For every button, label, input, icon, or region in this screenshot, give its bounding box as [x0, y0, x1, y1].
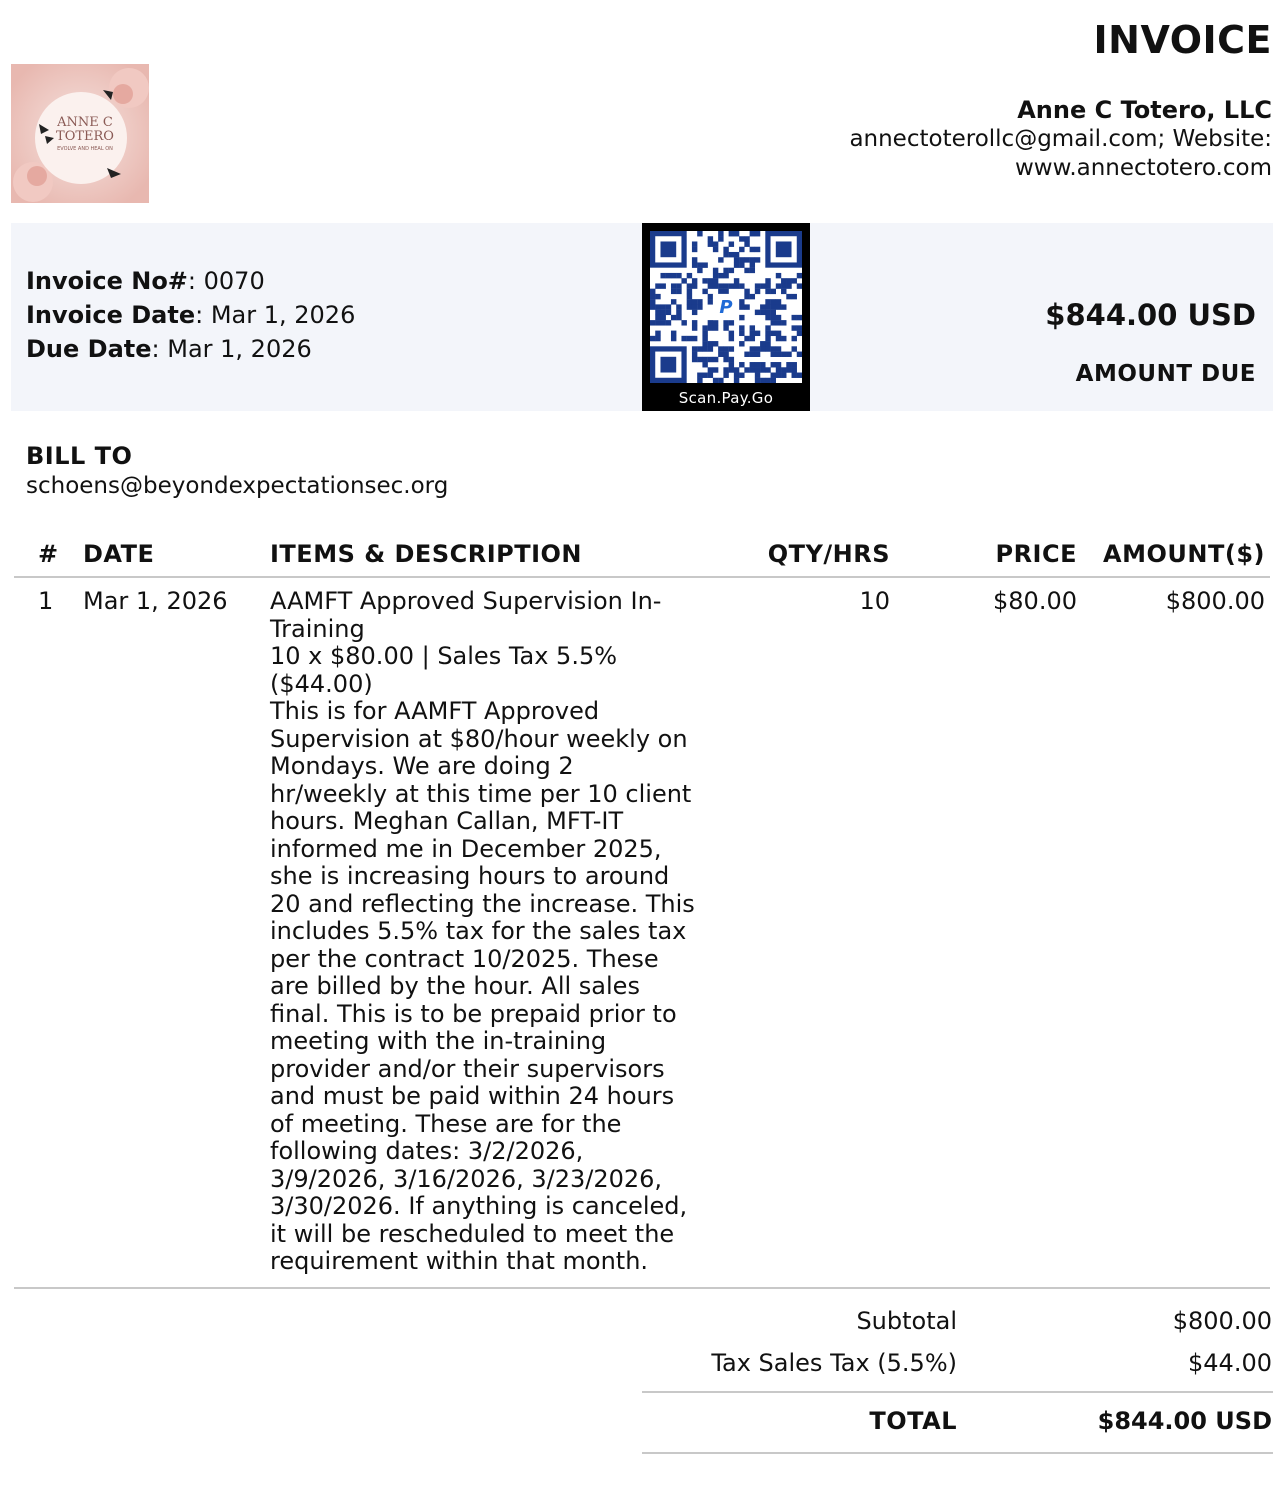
company-info	[849, 96, 1272, 183]
bill-to	[26, 441, 448, 501]
bill-to-label: BILL TO	[26, 442, 133, 470]
company-logo	[11, 64, 149, 203]
company-contact-line1: annectoterollc@gmail.com; Website:	[849, 126, 1272, 152]
logo-line1: ANNE C	[57, 115, 113, 130]
description-line: Training	[270, 614, 365, 643]
description-line: Supervision at $80/hour weekly on	[270, 724, 688, 753]
description-line: meeting with the in-training	[270, 1027, 607, 1055]
col-header-qty: QTY/HRS	[767, 540, 890, 568]
col-header-amount: AMOUNT($)	[1103, 540, 1265, 568]
col-header-number: #	[38, 540, 59, 568]
description-line: following dates: 3/2/2026,	[270, 1137, 584, 1165]
invoice-title: INVOICE	[1093, 18, 1272, 62]
description-line: final. This is to be prepaid prior to	[270, 999, 677, 1028]
col-header-date: DATE	[83, 540, 155, 568]
invoice-meta	[26, 264, 355, 366]
logo-tagline: EVOLVE AND HEAL ON	[57, 146, 113, 152]
paypal-icon: P	[719, 296, 733, 318]
row-qty: 10	[859, 587, 890, 615]
row-number: 1	[38, 587, 54, 615]
description-line: This is for AAMFT Approved	[270, 697, 600, 725]
col-header-items: ITEMS & DESCRIPTION	[270, 540, 583, 568]
description-line: 3/30/2026. If anything is canceled,	[270, 1192, 688, 1220]
tax-value: $44.00	[1188, 1349, 1272, 1377]
company-name: Anne C Totero, LLC	[1017, 96, 1272, 124]
description-line: 10 x $80.00 | Sales Tax 5.5%	[270, 642, 618, 670]
description-line: per the contract 10/2025. These	[270, 944, 659, 973]
totals-divider	[642, 1391, 1273, 1393]
total-label: TOTAL	[869, 1407, 957, 1435]
description-line: ($44.00)	[270, 669, 373, 698]
row-price: $80.00	[993, 587, 1077, 615]
description-line: it will be rescheduled to meet the	[270, 1219, 675, 1248]
description-line: 20 and reflecting the increase. This	[270, 889, 695, 918]
qr-icon	[650, 231, 802, 383]
description-line: hr/weekly at this time per 10 client	[270, 779, 692, 808]
description-line: AAMFT Approved Supervision In-	[270, 587, 662, 615]
description-line: hours. Meghan Callan, MFT-IT	[270, 807, 624, 835]
description-line: she is increasing hours to around	[270, 862, 670, 890]
col-header-price: PRICE	[995, 540, 1077, 568]
qr-caption: Scan.Pay.Go	[678, 389, 774, 407]
subtotal-value: $800.00	[1172, 1307, 1272, 1335]
total-value: $844.00 USD	[1097, 1407, 1272, 1435]
totals-bottom-divider	[642, 1452, 1273, 1454]
amount-due-label: AMOUNT DUE	[1075, 361, 1256, 387]
amount-due-value: $844.00 USD	[1045, 298, 1256, 332]
invoice-number: 0070	[203, 267, 265, 295]
tax-label: Tax Sales Tax (5.5%)	[711, 1349, 957, 1377]
description-line: Mondays. We are doing 2	[270, 752, 574, 780]
invoice-number-row: Invoice No#: 0070	[26, 267, 265, 295]
description-line: includes 5.5% tax for the sales tax	[270, 917, 687, 945]
row-date: Mar 1, 2026	[83, 587, 228, 615]
logo-line2: TOTERO	[56, 129, 114, 144]
description-line: are billed by the hour. All sales	[270, 972, 640, 1000]
company-contact-line2: www.annectotero.com	[1015, 155, 1272, 181]
description-line: 3/9/2026, 3/16/2026, 3/23/2026,	[270, 1164, 663, 1193]
due-date-row: Due Date: Mar 1, 2026	[26, 335, 312, 363]
due-date: Mar 1, 2026	[167, 335, 312, 363]
bill-to-email: schoens@beyondexpectationsec.org	[26, 473, 449, 499]
description-line: of meeting. These are for the	[270, 1109, 622, 1138]
invoice-date: Mar 1, 2026	[210, 301, 356, 329]
header-divider	[14, 576, 1270, 578]
subtotal-label: Subtotal	[856, 1307, 957, 1335]
payment-qr-code[interactable]	[642, 223, 810, 411]
invoice-date-row: Invoice Date: Mar 1, 2026	[26, 301, 356, 329]
row-description	[270, 588, 710, 1276]
row-divider	[14, 1287, 1270, 1289]
description-line: requirement within that month.	[270, 1247, 649, 1275]
row-amount: $800.00	[1165, 587, 1265, 615]
description-line: provider and/or their supervisors	[270, 1054, 665, 1083]
description-line: informed me in December 2025,	[270, 834, 662, 863]
description-line: and must be paid within 24 hours	[270, 1082, 675, 1110]
